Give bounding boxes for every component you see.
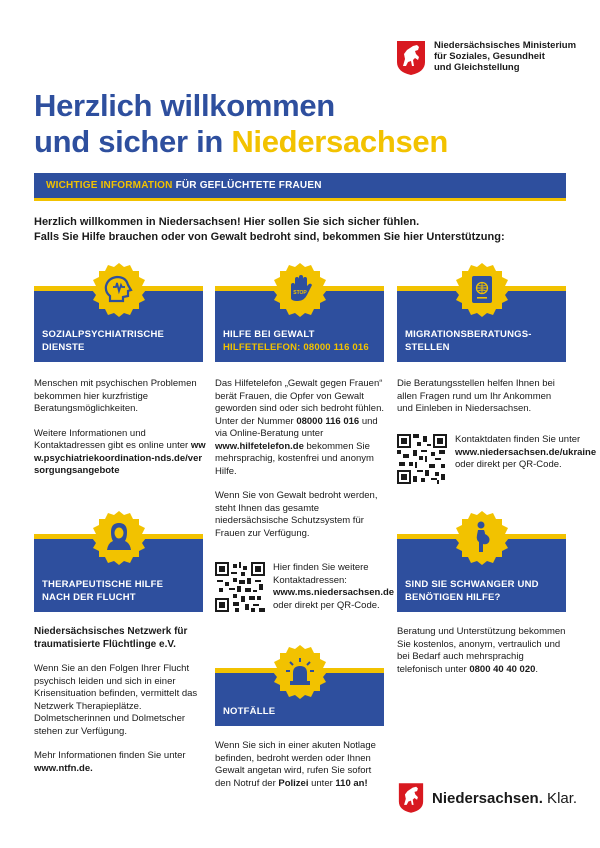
woman-veil-icon (91, 510, 147, 566)
gewalt-qr-link[interactable]: www.ms.niedersachsen.de (273, 587, 395, 598)
migration-qr-block (397, 434, 597, 484)
migration-qr-a: Kontaktdaten finden Sie unter (455, 434, 581, 445)
card-title-1: HILFE BEI GEWALT (223, 329, 315, 340)
schwanger-p1-a: Beratung und Unterstützung bekommen Sie kostenlos, anonym, vertraulich und bei Bedarf auch mehrsprachig telefonisch unter (397, 626, 566, 675)
card-title-1: SIND SIE SCHWANGER UND (405, 579, 539, 590)
card-migration (397, 262, 566, 362)
passport-icon (454, 262, 510, 318)
card-title-1: THERAPEUTISCHE HILFE (42, 579, 164, 590)
therapie-org: Niedersächsisches Netzwerk für traumatisierte Flüchtlinge e.V. (34, 626, 188, 650)
schwanger-p1-b: . (535, 663, 539, 675)
card-sozialpsychiatrie (34, 262, 203, 362)
gewalt-phone[interactable]: 08000 116 016 (296, 415, 360, 427)
card-title-1: MIGRATIONSBERATUNGS- (405, 329, 532, 340)
card-title-2: DIENSTE (42, 342, 85, 353)
migration-p1: Die Beratungsstellen helfen Ihnen bei allen Fragen rund um Ihr Ankommen und Einleben in Niedersachsen. (397, 378, 555, 414)
schwanger-text (397, 626, 569, 688)
migration-qr-text (455, 434, 596, 472)
lower-saxony-horse-icon (396, 40, 426, 76)
notfall-phone[interactable]: 110 an! (335, 777, 368, 789)
footer-logo (398, 782, 577, 814)
card-title-2: HILFETELEFON: 08000 116 016 (223, 342, 369, 353)
notfall-text (215, 740, 385, 802)
gewalt-text (215, 378, 385, 552)
gewalt-qr-a: Hier finden Sie weitere Kontaktadressen: (273, 562, 369, 586)
sozial-text (34, 378, 206, 490)
lower-saxony-horse-icon (398, 782, 424, 814)
card-title-1: SOZIALPSYCHIATRISCHE (42, 329, 165, 340)
gewalt-p1 (215, 378, 385, 478)
card-notfall (215, 644, 384, 726)
card-gewalt (215, 262, 384, 362)
notfall-polizei: Polizei (278, 777, 309, 789)
notfall-p1-a: Wenn Sie sich in einer akuten Notlage befinden, bedroht werden oder Ihnen Gewalt angetan wird, rufen Sie sofort den Notruf der (215, 740, 376, 789)
gewalt-qr-text (273, 562, 394, 612)
qr-code-icon[interactable] (397, 434, 447, 484)
stop-hand-icon (272, 262, 328, 318)
headline-line-2-b: Niedersachsen (231, 124, 449, 159)
therapie-link[interactable]: www.ntfn.de. (34, 762, 93, 774)
gewalt-qr-b: oder direkt per QR-Code. (273, 599, 380, 611)
ministry-line-1: Niedersächsisches Ministerium (434, 40, 577, 51)
notfall-p1-c: unter (308, 777, 336, 789)
info-banner-text: FÜR GEFLÜCHTETE FRAUEN (175, 180, 322, 191)
ministry-logo (396, 40, 600, 76)
gewalt-p1-c: bekommen Sie mehrsprachig, kostenfrei und anonym Hilfe. (215, 440, 374, 477)
svg-text:STOP: STOP (292, 290, 307, 296)
ministry-line-3: und Gleichstellung (434, 62, 520, 73)
page-title (34, 88, 448, 160)
card-title-2: BENÖTIGEN HILFE? (405, 592, 501, 603)
gewalt-p1-b: und via Online-Beratung unter (215, 415, 378, 439)
ministry-line-2: für Soziales, Gesundheit (434, 51, 545, 62)
intro-line-1: Herzlich willkommen in Niedersachsen! Hier sollen Sie sich sicher fühlen. (34, 216, 420, 228)
info-banner-highlight: WICHTIGE INFORMATION (46, 180, 173, 191)
notfall-p1 (215, 740, 385, 790)
headline-line-2 (34, 124, 448, 160)
footer-brand: Niedersachsen. (432, 789, 543, 807)
sozial-link[interactable]: www.psychiatriekoordination-nds.de/versorgungsangebote (34, 440, 206, 476)
card-schwanger (397, 510, 566, 612)
sozial-p1: Menschen mit psychischen Problemen bekommen hier kurzfristige Beratungsmöglichkeiten. (34, 378, 197, 414)
card-therapie (34, 510, 203, 612)
sozial-p2 (34, 428, 206, 478)
therapie-text (34, 626, 206, 787)
sozial-p2-text: Weitere Informationen und Kontaktadressen gibt es online unter (34, 427, 191, 451)
therapie-p2 (34, 750, 206, 775)
intro-line-2: Falls Sie Hilfe brauchen oder von Gewalt bedroht sind, bekommen Sie hier Unterstützung: (34, 231, 505, 243)
siren-icon (272, 644, 328, 700)
gewalt-p1-a: Das Hilfetelefon „Gewalt gegen Frauen“ berät Frauen, die Opfer von Gewalt geworden sind oder sich bedroht fühlen. Unter der Nummer (215, 378, 385, 427)
card-title-2: STELLEN (405, 342, 450, 353)
gewalt-p2: Wenn Sie von Gewalt bedroht werden, steht Ihnen das gesamte niedersächsische Schutzsystem für Frauen zur Verfügung. (215, 490, 378, 539)
headline-line-2-a: und sicher in (34, 124, 232, 159)
qr-code-icon[interactable] (215, 562, 265, 612)
card-title-2: NACH DER FLUCHT (42, 592, 136, 603)
footer-klar: Klar. (542, 789, 578, 807)
schwanger-p1 (397, 626, 569, 676)
headline-line-1: Herzlich willkommen (34, 88, 335, 123)
footer-slogan (432, 790, 577, 807)
gewalt-link[interactable]: www.hilfetelefon.de (215, 440, 304, 452)
schwanger-phone[interactable]: 0800 40 40 020 (469, 663, 536, 675)
migration-qr-link[interactable]: www.niedersachsen.de/ukraine (455, 446, 597, 458)
gewalt-qr-block (215, 562, 395, 612)
therapie-p2-a: Mehr Informationen finden Sie unter (34, 750, 186, 761)
head-brain-icon (91, 262, 147, 318)
therapie-p1: Wenn Sie an den Folgen Ihrer Flucht psychisch leiden und sich in einer Krisensituation befinden, vermittelt das Netzwerk Therapieplätze. Dolmetscherinnen und Dolmetscher stehen zur Verfügung. (34, 663, 198, 737)
intro-text (34, 215, 574, 245)
card-title-1: NOTFÄLLE (223, 706, 276, 717)
pregnant-woman-icon (454, 510, 510, 566)
info-banner (34, 173, 566, 201)
migration-text (397, 378, 567, 428)
migration-qr-b: oder direkt per QR-Code. (455, 459, 562, 470)
